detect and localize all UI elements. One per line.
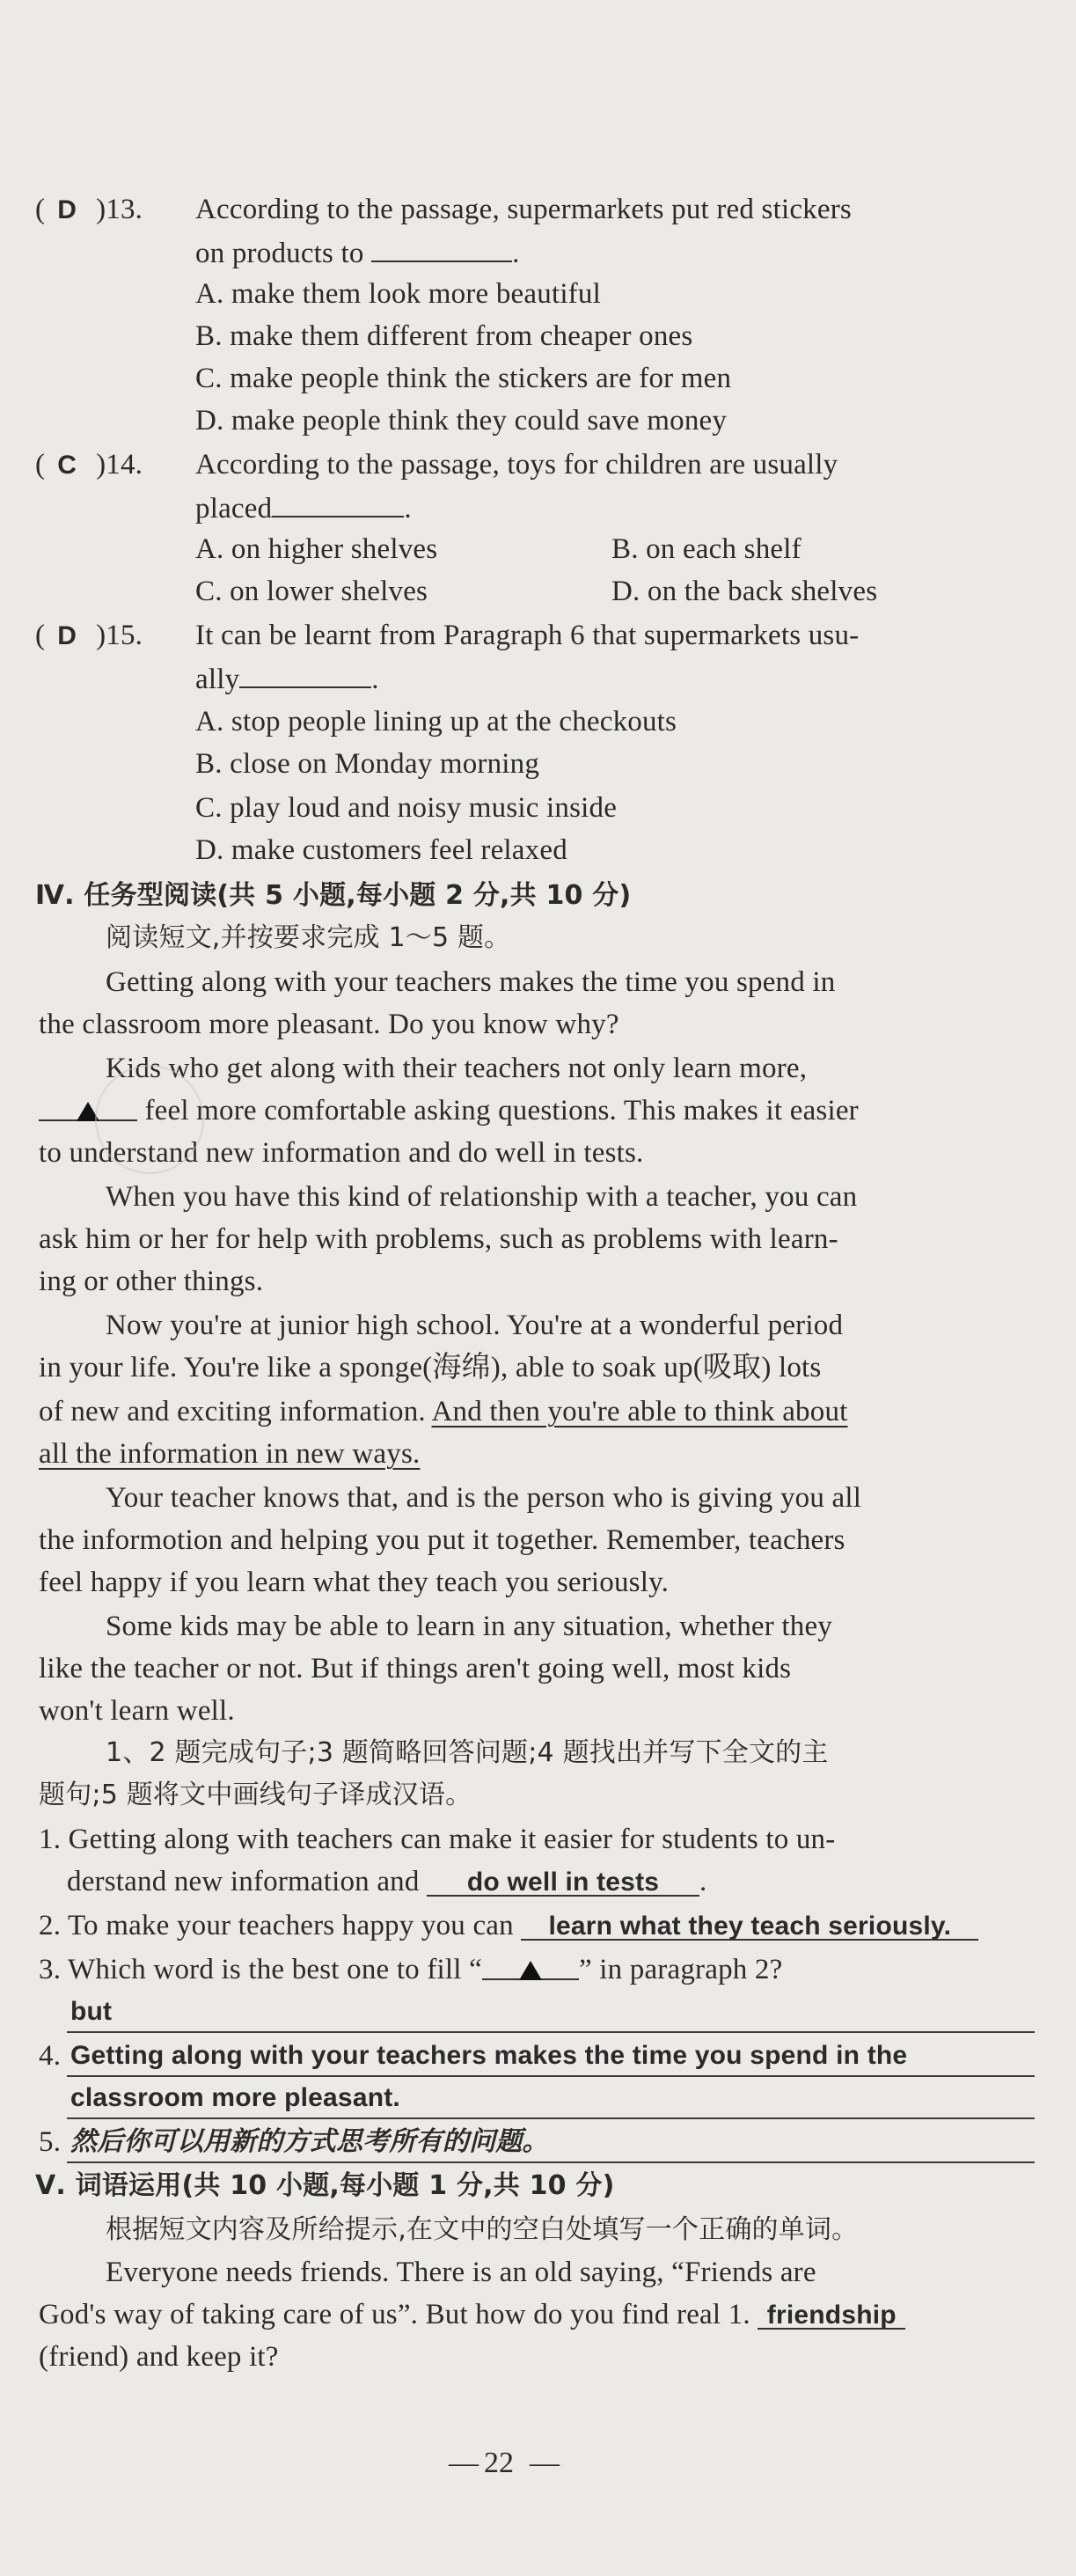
passage-p4-line-3: of new and exciting information. And then you're able to think about (39, 1396, 848, 1427)
q15-stem-line-1: It can be learnt from Paragraph 6 that supermarkets usu- (195, 620, 860, 651)
underlined-sentence-part-2: all the information in new ways. (39, 1438, 421, 1470)
passage-p1-line-1: Getting along with your teachers makes the time you spend in (106, 966, 836, 998)
passage-p3-line-3: ing or other things. (39, 1266, 264, 1297)
passage-p4-line-1: Now you're at junior high school. You're at a wonderful period (106, 1310, 844, 1341)
q13-bracket: ( D )13. (35, 194, 143, 225)
task-q5-number: 5. (39, 2126, 62, 2158)
q15-answer: D (57, 621, 77, 650)
task-q3-line: 3. Which word is the best one to fill “ ” in paragraph 2? (39, 1949, 782, 1991)
task-q2-answer: learn what they teach seriously. (521, 1905, 978, 1941)
task-q1-line-1: 1. Getting along with teachers can make it easier for students to un- (39, 1824, 836, 1855)
q13-option-a: A. make them look more beautiful (195, 278, 601, 310)
passage-p3-line-2: ask him or her for help with problems, such as problems with learn- (39, 1223, 838, 1255)
passage-p4-line-4 (39, 1433, 420, 1475)
section-5-p1-line-1: Everyone needs friends. There is an old saying, “Friends are (106, 2257, 816, 2288)
q14-option-d: D. on the back shelves (611, 576, 878, 607)
q13-answer: D (57, 195, 77, 224)
q15-option-d: D. make customers feel relaxed (195, 834, 567, 866)
section-5-heading: Ⅴ. 词语运用(共 10 小题,每小题 1 分,共 10 分) (35, 2170, 615, 2201)
task-q2-line: 2. To make your teachers happy you can learn what they teach seriously. (39, 1904, 978, 1947)
passage-p2-line-1: Kids who get along with their teachers not only learn more, (106, 1053, 808, 1084)
q14-blank (272, 486, 404, 517)
underlined-sentence-part-1: And then you're able to think about (431, 1396, 848, 1427)
q13-stem-line-2: on products to . (195, 231, 520, 275)
task-q1-line-2: derstand new information and do well in tests . (67, 1860, 706, 1903)
q14-option-b: B. on each shelf (611, 533, 802, 565)
q13-blank (371, 231, 512, 262)
task-q4-answer-line-1: Getting along with your teachers makes the time you spend in the (70, 2041, 908, 2070)
passage-p6-line-1: Some kids may be able to learn in any situation, whether they (106, 1611, 833, 1642)
passage-p5-line-1: Your teacher knows that, and is the person who is giving you all (106, 1482, 862, 1514)
q13-stem-line-1: According to the passage, supermarkets put red stickers (195, 194, 852, 225)
triangle-marker-icon (519, 1961, 542, 1980)
q13-option-d: D. make people think they could save money (195, 405, 728, 437)
q15-option-c: C. play loud and noisy music inside (195, 792, 618, 824)
passage-p2-line-2: feel more comfortable asking questions. This makes it easier (39, 1090, 859, 1132)
faint-stamp-mark (95, 1065, 204, 1174)
section-4-heading: Ⅳ. 任务型阅读(共 5 小题,每小题 2 分,共 10 分) (35, 880, 632, 911)
task-q3-answer: but (70, 1997, 113, 2026)
section-5-p1-line-3: (friend) and keep it? (39, 2341, 279, 2373)
q14-option-a: A. on higher shelves (195, 533, 438, 565)
section-4-instruction: 阅读短文,并按要求完成 1～5 题。 (106, 922, 511, 953)
passage-p6-line-2: like the teacher or not. But if things aren't going well, most kids (39, 1653, 792, 1684)
passage-p5-line-3: feel happy if you learn what they teach you seriously. (39, 1567, 670, 1598)
section-5-blank-1-answer: friendship (758, 2294, 905, 2330)
q15-bracket: ( D )15. (35, 620, 143, 651)
task-q3-blank (482, 1949, 579, 1980)
passage-p5-line-2: the informotion and helping you put it together. Remember, teachers (39, 1524, 845, 1556)
passage-p4-line-2: in your life. You're like a sponge(海绵), able to soak up(吸取) lots (39, 1352, 822, 1383)
passage-p6-line-3: won't learn well. (39, 1695, 235, 1727)
q13-option-c: C. make people think the stickers are for men (195, 363, 732, 394)
task-instruction-line-1: 1、2 题完成句子;3 题简略回答问题;4 题找出并写下全文的主 (106, 1737, 829, 1768)
task-q1-answer: do well in tests (427, 1861, 699, 1897)
q14-stem-line-2: placed . (195, 486, 412, 530)
task-q3-answer-line (67, 2031, 1035, 2033)
task-q4-answer-rule-2 (67, 2117, 1035, 2119)
passage-p3-line-1: When you have this kind of relationship with a teacher, you can (106, 1181, 858, 1213)
q15-option-a: A. stop people lining up at the checkouts (195, 706, 677, 738)
passage-p1-line-2: the classroom more pleasant. Do you know why? (39, 1009, 619, 1040)
q14-bracket: ( C )14. (35, 449, 143, 481)
task-q5-answer: 然后你可以用新的方式思考所有的问题。 (70, 2126, 549, 2157)
task-q5-answer-rule (67, 2161, 1035, 2163)
section-5-instruction: 根据短文内容及所给提示,在文中的空白处填写一个正确的单词。 (106, 2214, 859, 2245)
q15-stem-line-2: ally . (195, 657, 379, 701)
q13-option-b: B. make them different from cheaper ones (195, 320, 693, 352)
passage-p2-line-3: to understand new information and do well in tests. (39, 1137, 644, 1169)
task-q4-answer-line-2: classroom more pleasant. (70, 2083, 400, 2112)
q14-option-c: C. on lower shelves (195, 576, 428, 607)
section-5-p1-line-2: God's way of taking care of us”. But how do you find real 1. friendship (39, 2293, 905, 2336)
task-q4-number: 4. (39, 2040, 62, 2072)
q14-stem-line-1: According to the passage, toys for children are usually (195, 449, 838, 481)
q15-option-b: B. close on Monday morning (195, 748, 540, 780)
q15-blank (239, 657, 371, 688)
task-instruction-line-2: 题句;5 题将文中画线句子译成汉语。 (39, 1780, 472, 1810)
q14-answer: C (57, 451, 77, 480)
page-number: — 22 — (449, 2447, 560, 2479)
